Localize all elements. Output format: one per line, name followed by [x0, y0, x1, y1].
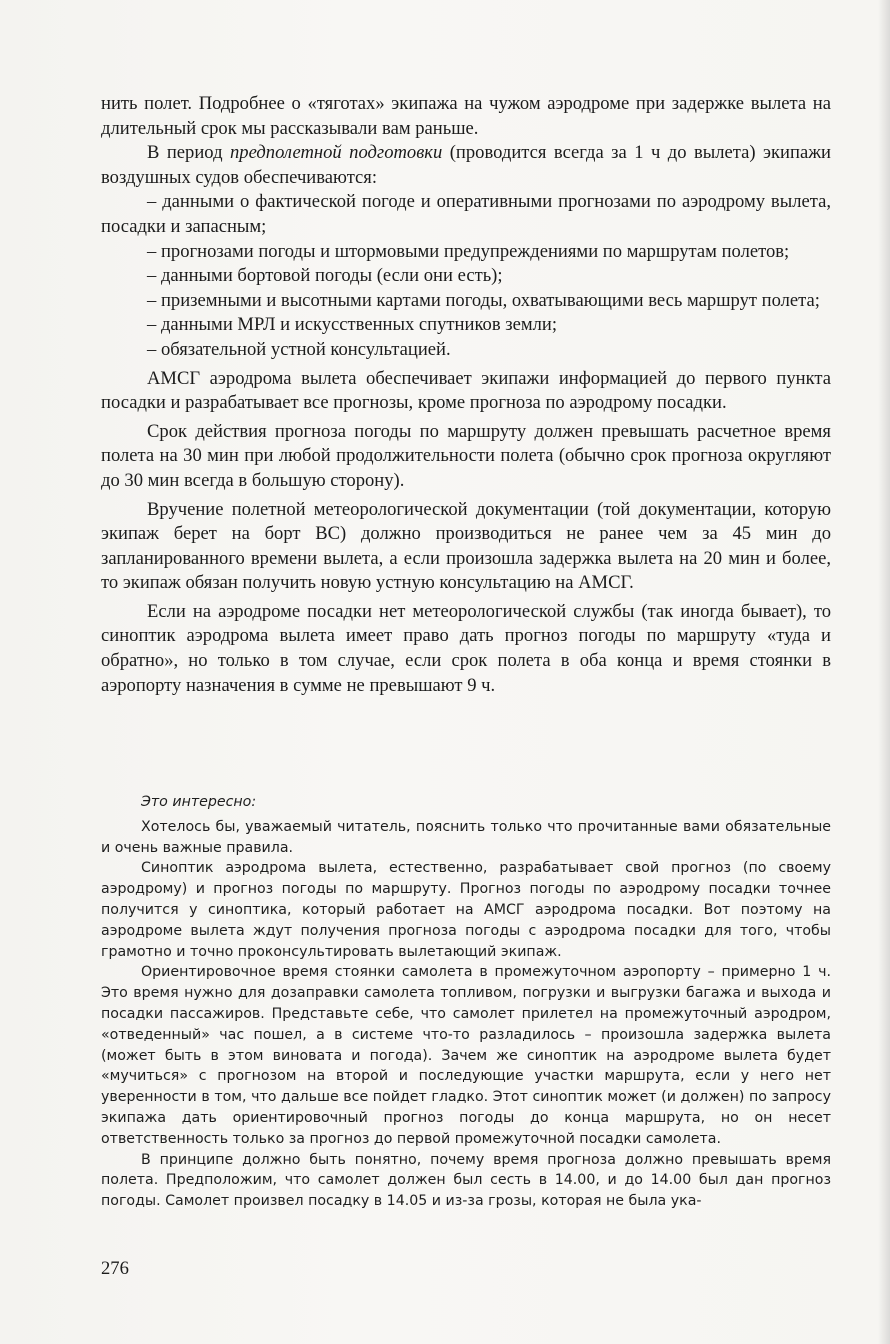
paragraph-forecast-validity: Срок действия прогноза погоды по маршруту должен превышать расчетное время полета на 30 мин при любой продолжительности полета (обычно срок прогноза округляют до 30 мин всегда в большую сторону).: [101, 420, 831, 491]
page-edge-shadow: [878, 0, 890, 1344]
paragraph-documentation: Вручение полетной метеорологической документации (той документации, которую экипаж берет на борт ВС) должно производиться не ранее чем за 45 мин до запланированного времени вылета, а если произошла задержка вылета на 20 мин и более, то экипаж обязан получить новую устную консультацию на АМСГ.: [101, 498, 831, 594]
paragraph-preflight: [101, 141, 831, 190]
sidebar-paragraph: В принципе должно быть понятно, почему время прогноза должно превышать время полета. Предположим, что самолет должен был сесть в 14.00, и до 14.00 был дан прогноз погоды. Самолет произвел посадку в 14.05 и из-за грозы, которая не была ука-: [101, 1151, 831, 1210]
list-item: – обязательной устной консультацией.: [147, 338, 451, 360]
paragraph-continuation: нить полет. Подробнее о «тяготах» экипажа на чужом аэродроме при задержке вылета на длительный срок мы рассказывали вам раньше.: [101, 93, 831, 139]
sidebar-paragraph: Хотелось бы, уважаемый читатель, пояснить только что прочитанные вами обязательные и очень важные правила.: [101, 818, 831, 856]
paragraph-amsg: АМСГ аэродрома вылета обеспечивает экипажи информацией до первого пункта посадки и разрабатывает все прогнозы, кроме прогноза по аэродрому посадки.: [101, 367, 831, 414]
list-item: – данными о фактической погоде и оперативными прогнозами по аэродрому вылета, посадки и запасным;: [101, 191, 831, 237]
sidebar-paragraph: Ориентировочное время стоянки самолета в промежуточном аэропорту – примерно 1 ч. Это время нужно для дозаправки самолета топливом, погрузки и выгрузки багажа и выхода и посадки пассажиров. Представьте себе, что самолет прилетел на промежуточный аэродром, «отведенный» час пошел, а в системе что-то разладилось – произошла задержка вылета (может быть в этом виновата и погода). Зачем же синоптик на аэродроме вылета будет «мучиться» с прогнозом на второй и последующие участки маршрута, если у него нет уверенности в том, что дальше все пойдет гладко. Этот синоптик может (и должен) по запросу экипажа дать ориентировочный прогноз погоды до конца маршрута, но он несет ответственность только за прогноз до первой промежуточной посадки самолета.: [101, 964, 831, 1147]
main-text: [101, 92, 831, 698]
paragraph-preflight-prefix: В период: [147, 142, 230, 164]
sidebar-paragraph: Синоптик аэродрома вылета, естественно, разрабатывает свой прогноз (по своему аэродрому) и прогноз погоды по маршруту. Прогноз погоды по аэродрому посадки точнее получится у синоптика, который работает на АМСГ аэродрома посадки. Вот поэтому на аэродроме вылета ждут получения прогноза погоды с аэродрома посадки для того, чтобы грамотно и точно проконсультировать вылетающий экипаж.: [101, 860, 831, 960]
sidebar-heading: Это интересно:: [141, 794, 257, 810]
list-item: – данными бортовой погоды (если они есть);: [147, 265, 503, 287]
list-item: – данными МРЛ и искусственных спутников земли;: [147, 314, 558, 336]
preflight-term: предполетной подготовки: [229, 142, 443, 164]
page-number: 276: [101, 1258, 129, 1279]
paragraph-no-met-service: Если на аэродроме посадки нет метеорологической службы (так иногда бывает), то синоптик аэродрома вылета имеет право дать прогноз погоды по маршруту «туда и обратно», но только в том случае, если срок полета в оба конца и время стоянки в аэропорту назначения в сумме не превышают 9 ч.: [101, 600, 831, 696]
interesting-sidebar: [101, 792, 831, 1212]
list-item: – приземными и высотными картами погоды, охватывающими весь маршрут полета;: [147, 289, 820, 311]
list-item: – прогнозами погоды и штормовыми предупреждениями по маршрутам полетов;: [147, 240, 790, 262]
paragraph-preflight-suffix: (проводится всегда за 1 ч до вылета) экипажи воздушных судов обеспечиваются:: [101, 142, 831, 188]
